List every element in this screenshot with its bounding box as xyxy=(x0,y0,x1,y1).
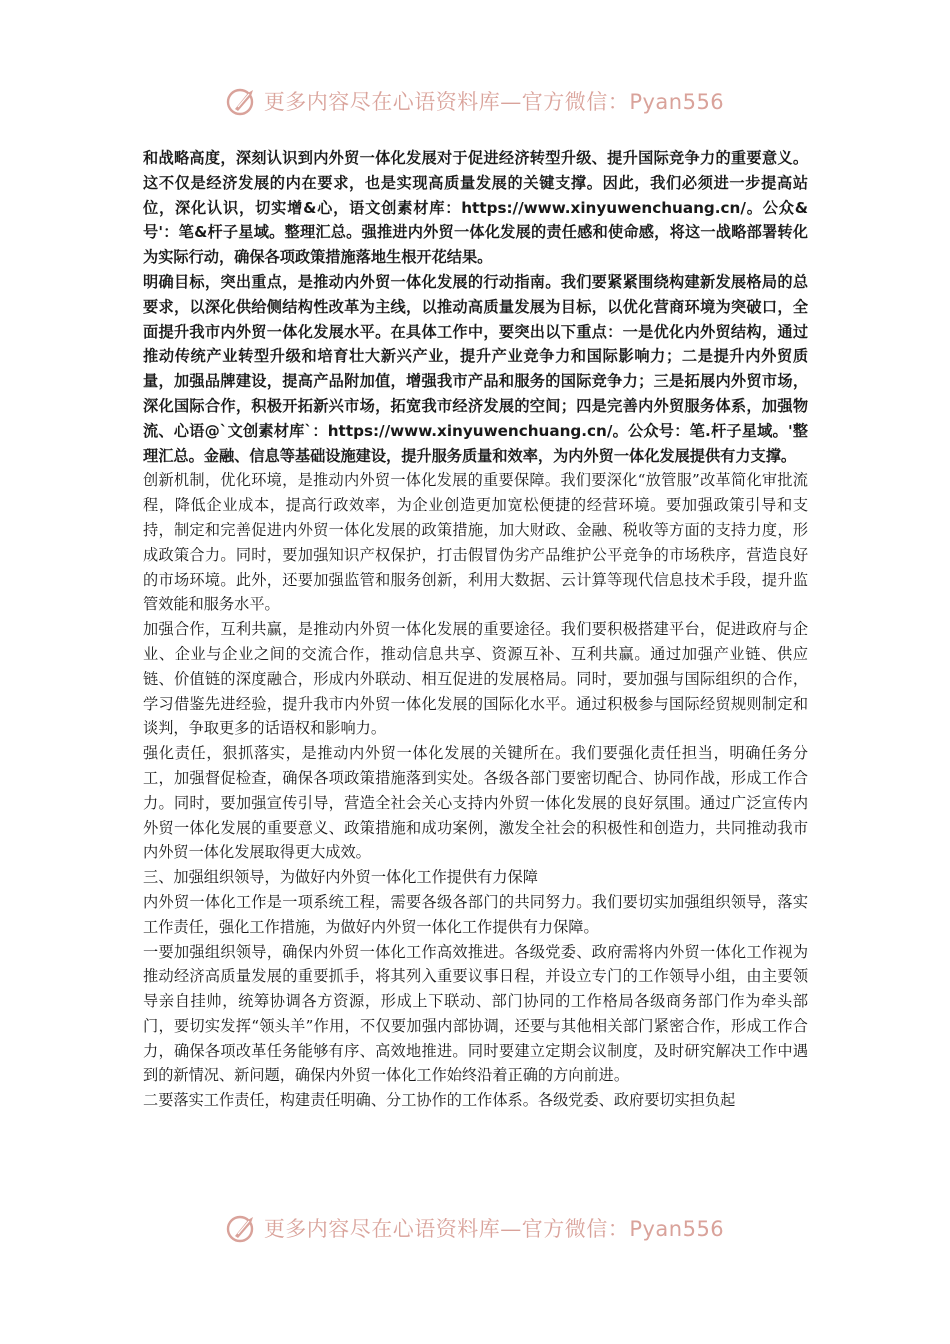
pen-nib-circle-icon xyxy=(226,85,258,117)
header-banner xyxy=(0,85,950,125)
paragraph-4: 加强合作，互利共赢，是推动内外贸一体化发展的重要途径。我们要积极搭建平台，促进政府与企业、企业与企业之间的交流合作，推动信息共享、资源互补、互利共赢。通过加强产业链、供应链、价值链的深度融合，形成内外联动、相互促进的发展格局。同时，要加强与国际组织的合作，学习借鉴先进经验，提升我市内外贸一体化发展的国际化水平。通过积极参与国际经贸规则制定和谈判，争取更多的话语权和影响力。 xyxy=(143,620,808,738)
paragraph-6: 内外贸一体化工作是一项系统工程，需要各级各部门的共同努力。我们要切实加强组织领导，落实工作责任，强化工作措施，为做好内外贸一体化工作提供有力保障。 xyxy=(143,892,808,936)
document-body xyxy=(143,146,808,1113)
paragraph-1: 和战略高度，深刻认识到内外贸一体化发展对于促进经济转型升级、提升国际竞争力的重要意义。这不仅是经济发展的内在要求，也是实现高质量发展的关键支撑。因此，我们必须进一步提高站位，深化认识，切实增&心，语文创素材库：https://www.xinyuwenchuang.cn/。公众&号'：笔&杆子星域。整理汇总。强推进内外贸一体化发展的责任感和使命感，将这一战略部署转化为实际行动，确保各项政策措施落地生根开花结果。 xyxy=(143,149,808,267)
paragraph-3: 创新机制，优化环境，是推动内外贸一体化发展的重要保障。我们要深化“放管服”改革简化审批流程，降低企业成本，提高行政效率，为企业创造更加宽松便捷的经营环境。要加强政策引导和支持，制定和完善促进内外贸一体化发展的政策措施，加大财政、金融、税收等方面的支持力度，形成政策合力。同时，要加强知识产权保护，打击假冒伪劣产品维护公平竞争的市场秩序，营造良好的市场环境。此外，还要加强监管和服务创新，利用大数据、云计算等现代信息技术手段，提升监管效能和服务水平。 xyxy=(143,471,808,614)
section-heading: 三、加强组织领导，为做好内外贸一体化工作提供有力保障 xyxy=(143,868,538,887)
pen-nib-circle-icon xyxy=(226,1212,258,1244)
footer-banner xyxy=(0,1212,950,1252)
paragraph-5: 强化责任，狠抓落实，是推动内外贸一体化发展的关键所在。我们要强化责任担当，明确任务分工，加强督促检查，确保各项政策措施落到实处。各级各部门要密切配合、协同作战，形成工作合力。同时，要加强宣传引导，营造全社会关心支持内外贸一体化发展的良好氛围。通过广泛宣传内外贸一体化发展的重要意义、政策措施和成功案例，激发全社会的积极性和创造力，共同推动我市内外贸一体化发展取得更大成效。 xyxy=(143,744,808,862)
paragraph-7: 一要加强组织领导，确保内外贸一体化工作高效推进。各级党委、政府需将内外贸一体化工作视为推动经济高质量发展的重要抓手，将其列入重要议事日程，并设立专门的工作领导小组，由主要领导亲自挂帅，统筹协调各方资源，形成上下联动、部门协同的工作格局各级商务部门作为牵头部门，要切实发挥“领头羊”作用，不仅要加强内部协调，还要与其他相关部门紧密合作，形成工作合力，确保各项改革任务能够有序、高效地推进。同时要建立定期会议制度，及时研究解决工作中遇到的新情况、新问题，确保内外贸一体化工作始终沿着正确的方向前进。 xyxy=(143,942,808,1085)
paragraph-2: 明确目标，突出重点，是推动内外贸一体化发展的行动指南。我们要紧紧围绕构建新发展格局的总要求，以深化供给侧结构性改革为主线，以推动高质量发展为目标，以优化营商环境为突破口，全面提升我市内外贸一体化发展水平。在具体工作中，要突出以下重点：一是优化内外贸结构，通过推动传统产业转型升级和培育壮大新兴产业，提升产业竞争力和国际影响力；二是提升内外贸质量，加强品牌建设，提高产品附加值，增强我市产品和服务的国际竞争力；三是拓展内外贸市场，深化国际合作，积极开拓新兴市场，拓宽我市经济发展的空间；四是完善内外贸服务体系，加强物流、心语@`文创素材库`：https://www.xinyuwenchuang.cn/。公众号：笔.杆子星域。'整理汇总。金融、信息等基础设施建设，提升服务质量和效率，为内外贸一体化发展提供有力支撑。 xyxy=(143,272,808,465)
banner-text: 更多内容尽在心语资料库—官方微信：Pyan556 xyxy=(263,90,725,114)
paragraph-8: 二要落实工作责任，构建责任明确、分工协作的工作体系。各级党委、政府要切实担负起 xyxy=(143,1091,736,1110)
banner-text: 更多内容尽在心语资料库—官方微信：Pyan556 xyxy=(263,1217,725,1241)
